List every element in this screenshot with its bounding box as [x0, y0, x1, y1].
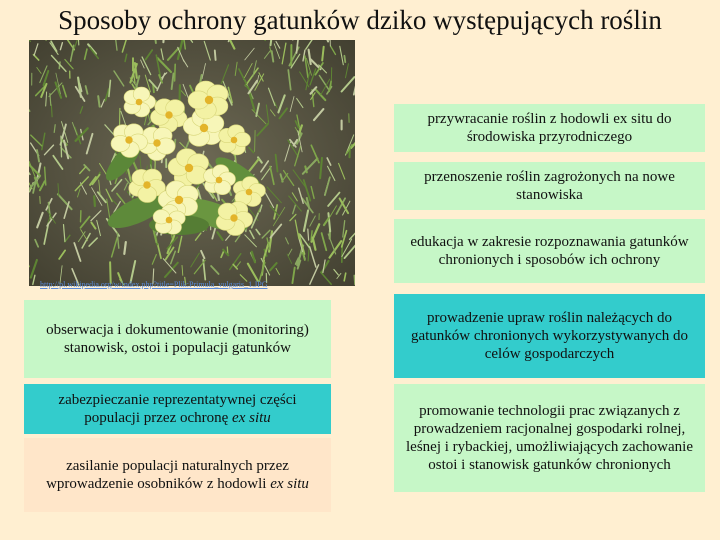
box-supplementation-text	[30, 457, 325, 493]
grass-blade	[124, 242, 126, 254]
box-protection-text-main: zabezpieczanie reprezentatywnej części populacji przez ochronę	[58, 392, 297, 426]
grass-blade	[94, 196, 95, 206]
box-supplementation	[24, 438, 331, 512]
box-monitoring	[24, 300, 331, 378]
grass-blade	[175, 64, 176, 81]
grass-blade	[354, 275, 355, 284]
grass-blade	[255, 131, 256, 152]
box-cultivation	[394, 294, 705, 378]
box-technologies-text: promowanie technologii prac związanych z prowadzeniem racjonalnej gospodarki rolnej, leśnej i rybackiej, umożliwiających zachowanie ostoi i stanowisk gatunków chronionych	[406, 403, 693, 473]
box-reintroduction	[394, 104, 705, 152]
grass-blade	[308, 229, 309, 240]
box-supplementation-text-main: zasilanie populacji naturalnych przez wprowadzenie osobników z hodowli	[46, 458, 289, 492]
box-protection-text	[30, 391, 325, 427]
grass-blade	[215, 51, 216, 60]
box-monitoring-text: obserwacja i dokumentowanie (monitoring) stanowisk, ostoi i populacji gatunków	[46, 322, 309, 356]
box-education	[394, 219, 705, 283]
box-technologies	[394, 384, 705, 492]
box-protection	[24, 384, 331, 434]
grass-blade	[163, 40, 164, 42]
grass-blade	[344, 56, 345, 62]
slide-title: Sposoby ochrony gatunków dziko występujących roślin	[58, 5, 662, 35]
image-credit-link[interactable]: http://pl.wikipedia.org/w/index.php?title=Plik:Primula_vulgaris_1.JPG	[40, 280, 268, 289]
box-relocation	[394, 162, 705, 210]
photo-drawing	[29, 40, 355, 286]
grass-blade	[98, 96, 99, 107]
box-protection-text-italic: ex situ	[232, 410, 271, 426]
box-supplementation-text-italic: ex situ	[270, 476, 309, 492]
primrose-photo	[29, 40, 355, 286]
grass-blade	[61, 136, 62, 157]
grass-blade	[51, 105, 52, 117]
box-education-text: edukacja w zakresie rozpoznawania gatunków chronionych i sposobów ich ochrony	[410, 234, 689, 268]
box-reintroduction-text: przywracanie roślin z hodowli ex situ do środowiska przyrodniczego	[427, 111, 672, 145]
box-relocation-text: przenoszenie roślin zagrożonych na nowe stanowiska	[424, 169, 675, 203]
box-cultivation-text: prowadzenie upraw roślin należących do gatunków chronionych wykorzystywanych do celów gospodarczych	[410, 310, 689, 362]
